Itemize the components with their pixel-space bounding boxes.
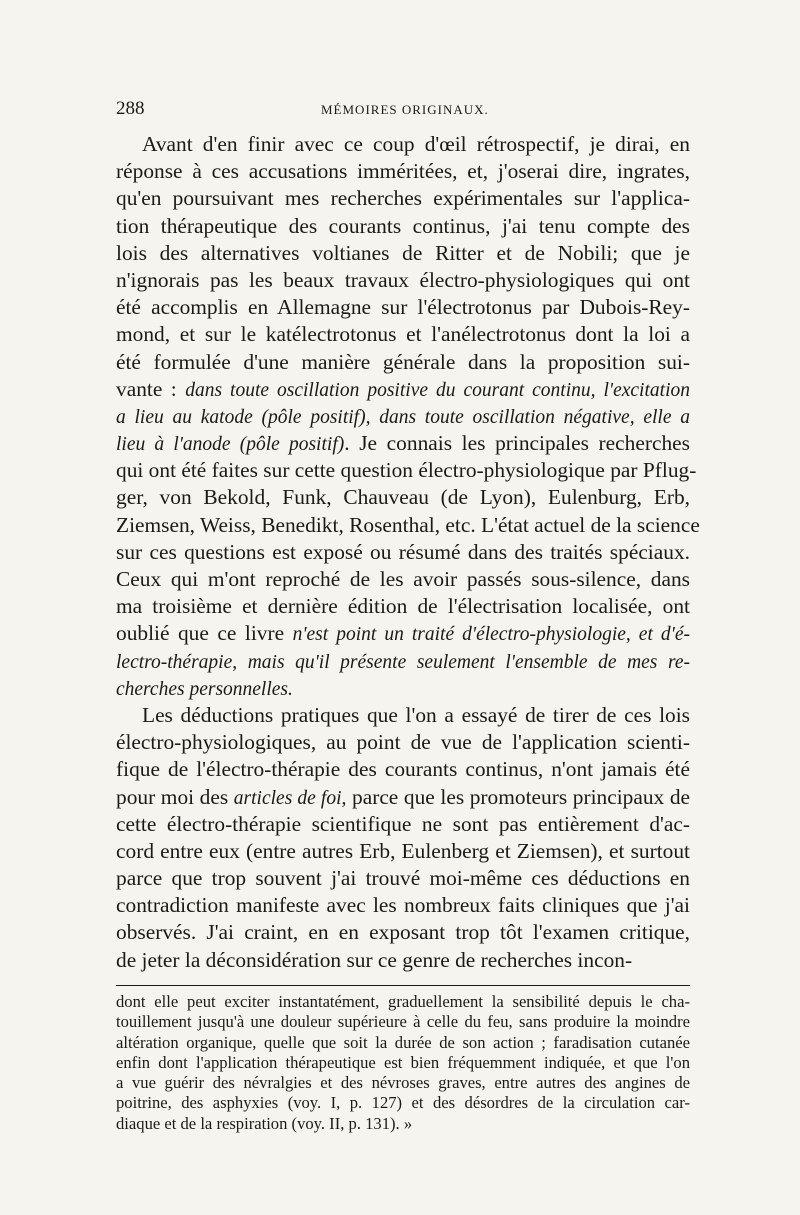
body-line: contradiction manifeste avec les nombreux faits cliniques que j'ai xyxy=(116,893,690,918)
body-line: vante : dans toute oscillation positive du courant continu, l'excitation xyxy=(116,376,690,401)
body-line: fique de l'électro-thérapie des courants continus, n'ont jamais été xyxy=(116,757,690,782)
body-line: Les déductions pratiques que l'on a essayé de tirer de ces lois xyxy=(142,702,690,727)
body-line: cord entre eux (entre autres Erb, Eulenberg et Ziemsen), et surtout xyxy=(116,838,690,863)
body-line: qu'en poursuivant mes recherches expérimentales sur l'applica- xyxy=(116,186,690,211)
body-line: parce que trop souvent j'ai trouvé moi-même ces déductions en xyxy=(116,866,690,891)
body-text xyxy=(116,131,700,974)
body-line: été accomplis en Allemagne sur l'électrotonus par Dubois-Rey- xyxy=(116,295,690,320)
body-line: de jeter la déconsidération sur ce genre de recherches incon- xyxy=(116,947,633,972)
body-line: qui ont été faites sur cette question électro-physiologique par Pflug- xyxy=(116,458,697,483)
body-line: ma troisième et dernière édition de l'électrisation localisée, ont xyxy=(116,594,690,619)
footnote-line: dont elle peut exciter instantatément, graduellement la sensibilité depuis le cha- xyxy=(116,992,690,1011)
footnote-block xyxy=(116,992,690,1134)
body-line: tion thérapeutique des courants continus, j'ai tenu compte des xyxy=(116,213,690,238)
body-line: oublié que ce livre n'est point un traité d'électro-physiologie, et d'é- xyxy=(116,621,690,646)
body-line: cette électro-thérapie scientifique ne sont pas entièrement d'ac- xyxy=(116,811,690,836)
body-line: Ceux qui m'ont reproché de les avoir passés sous-silence, dans xyxy=(116,567,690,591)
footnote-line: altération organique, quelle que soit la durée de son action ; faradisation cutanée xyxy=(116,1032,690,1052)
footnote-line: a vue guérir des névralgies et des névroses graves, entre autres des angines de xyxy=(116,1073,690,1093)
body-line: Ziemsen, Weiss, Benedikt, Rosenthal, etc. L'état actuel de la science xyxy=(116,512,700,537)
footnote-line: poitrine, des asphyxies (voy. I, p. 127) et des désordres de la circulation car- xyxy=(116,1093,690,1113)
footnote-rule xyxy=(116,985,690,986)
body-line: pour moi des articles de foi, parce que les promoteurs principaux de xyxy=(116,784,691,809)
running-head: MÉMOIRES ORIGINAUX. xyxy=(321,102,489,117)
body-line: cherches personnelles. xyxy=(116,678,293,700)
body-line: Avant d'en finir avec ce coup d'œil rétrospectif, je dirai, en xyxy=(142,132,690,156)
body-line: n'ignorais pas les beaux travaux électro-physiologiques qui ont xyxy=(116,267,690,292)
body-line: réponse à ces accusations imméritées, et, j'oserai dire, ingrates, xyxy=(116,159,690,184)
page-header xyxy=(116,98,691,126)
body-line: mond, et sur le katélectrotonus et l'anélectrotonus dont la loi a xyxy=(116,322,690,347)
footnote-line: enfin dont l'application thérapeutique est bien fréquemment indiquée, et que l'on xyxy=(116,1052,690,1072)
body-line: a lieu au katode (pôle positif), dans toute oscillation négative, elle a xyxy=(116,406,690,428)
footnote-line: diaque et de la respiration (voy. II, p. 131). » xyxy=(116,1113,413,1133)
body-line: observés. J'ai craint, en en exposant trop tôt l'examen critique, xyxy=(116,920,690,945)
footnote-line: touillement jusqu'à une douleur supérieure à celle du feu, sans produire la moindre xyxy=(116,1012,690,1032)
body-line: sur ces questions est exposé ou résumé dans des traités spéciaux. xyxy=(116,539,690,564)
body-line: lois des alternatives voltianes de Ritter et de Nobili; que je xyxy=(116,240,690,265)
body-line: lectro-thérapie, mais qu'il présente seulement l'ensemble de mes re- xyxy=(116,651,690,673)
page-number: 288 xyxy=(116,98,145,119)
body-line: été formulée d'une manière générale dans la proposition sui- xyxy=(116,349,690,374)
body-line: électro-physiologiques, au point de vue de l'application scienti- xyxy=(116,730,690,755)
body-line: ger, von Bekold, Funk, Chauveau (de Lyon), Eulenburg, Erb, xyxy=(116,485,690,510)
body-line: lieu à l'anode (pôle positif). Je connais les principales recherches xyxy=(116,431,690,456)
